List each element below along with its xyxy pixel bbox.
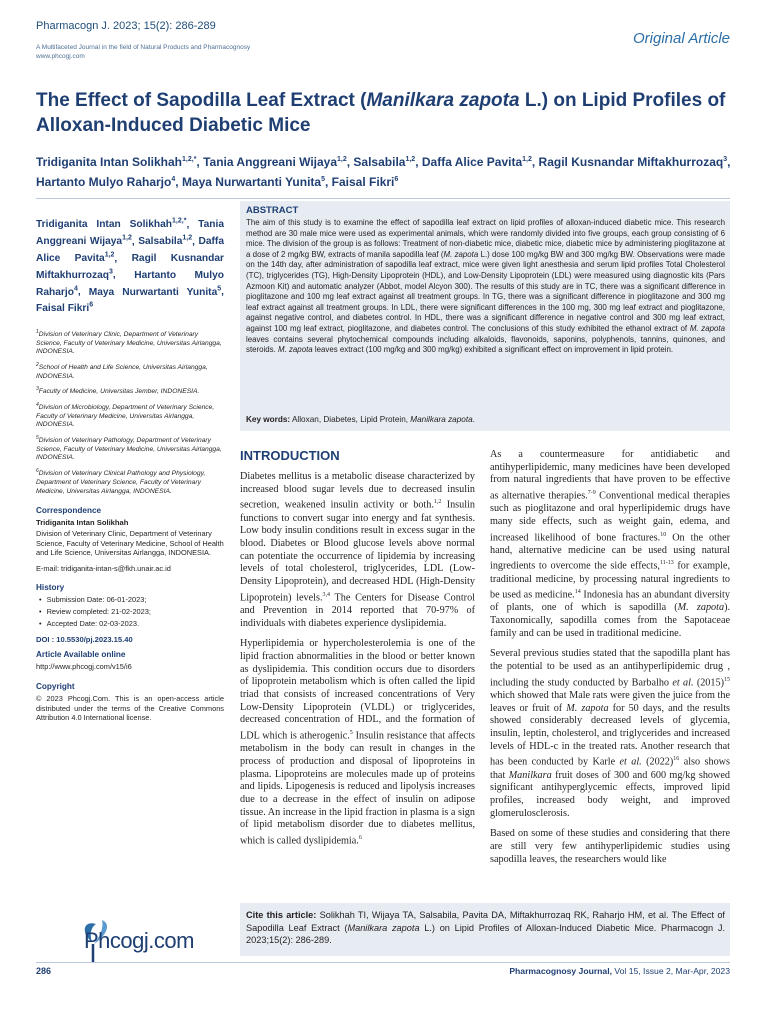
history-accepted: • Accepted Date: 02-03-2023. <box>36 619 224 629</box>
intro-paragraph-3: As a countermeasure for antidiabetic and antihyperlipidemic, many medicines have been developed from natural ingredients that have proven to be effective as alternative therapies.$^{7-9}$ Conventional medical therapies such as pioglitazone and oral hyperlipidemic drugs have many side effects, such as weight gain, edema, and increased likelihood of bone fractures.$^{10}$ On the other hand, alternative medicine can be used using natural ingredients to overcome the side effects,$^{11-13}$ for example, traditional medicine, by processing natural ingredients to be used as medicine.$^{14}$ Indonesia has an abundant diversity of plants, one of which is sapodilla (M. zapota). Taxonomically, sapodilla comes from the Sapotaceae family and can be used in traditional medicine. <box>490 449 731 639</box>
abstract-heading: ABSTRACT <box>246 205 299 216</box>
sidebar-author: Tridiganita Intan Solikhah$^{1,2,*}$ <box>36 218 187 231</box>
history-review: • Review completed: 21-02-2023; <box>36 607 224 617</box>
header-author: Hartanto Mulyo Raharjo$^4$ <box>36 175 176 189</box>
title-species: Manilkara zapota <box>366 90 520 111</box>
affiliation: $^6$Division of Veterinary Clinical Pathology and Physiology, Department of Veterinary Science, Faculty of Veterinary Medicine, Universitas Airlangga, INDONESIA. <box>36 468 206 495</box>
affiliations <box>36 328 224 496</box>
keywords-label: Key words: <box>246 415 291 424</box>
available-online-heading: Article Available online <box>36 650 126 660</box>
header-author: Salsabila$^{1,2}$ <box>353 155 416 169</box>
affiliation: $^2$School of Health and Life Science, Universitas Airlangga, INDONESIA. <box>36 361 208 380</box>
keywords-line: Key words: Alloxan, Diabetes, Lipid Protein, Manilkara zapota. <box>246 415 475 424</box>
article-type-label: Original Article <box>633 30 730 47</box>
copyright-heading: Copyright <box>36 682 75 692</box>
header-author: Daffa Alice Pavita$^{1,2}$ <box>421 155 532 169</box>
correspondence-address: Division of Veterinary Clinic, Department of Veterinary Science, Faculty of Veterinary Medicine, School of Health and Life Science, Universitas Airlangga, INDONESIA. <box>36 529 224 558</box>
logo-wordmark: Phcogj.com <box>84 928 194 953</box>
author-list: Tridiganita Intan Solikhah$^{1,2,*}$, Tania Anggreani Wijaya$^{1,2}$, Salsabila$^{1,2}$, Daffa Alice Pavita$^{1,2}$, Ragil Kusnandar Miftakhurrozaq$^3$, Hartanto Mulyo Raharjo$^4$, Maya Nurwartanti Yunita$^5$, Faisal Fikri$^6$ <box>36 155 731 189</box>
journal-reference: Pharmacogn J. 2023; 15(2): 286-289 <box>36 20 216 32</box>
left-sidebar <box>36 215 224 723</box>
journal-tagline: A Multifaceted Journal in the field of Natural Products and Pharmacognosy <box>36 44 251 51</box>
sidebar-author: Hartanto Mulyo Raharjo$^4$ <box>36 269 224 298</box>
affiliation: $^3$Faculty of Medicine, Universitas Jember, INDONESIA. <box>36 386 200 396</box>
intro-paragraph-5: Based on some of these studies and considering that there are still very few antihyperlipidemic studies using sapodilla leaves, the researchers would like <box>490 828 730 865</box>
header-author: Ragil Kusnandar Miftakhurrozaq$^3$ <box>538 155 728 169</box>
history-heading: History <box>36 583 65 593</box>
sidebar-author: Ragil Kusnandar Miftakhurrozaq$^3$ <box>36 252 224 281</box>
journal-website-link[interactable]: www.phcogj.com <box>36 53 85 60</box>
title-part1: The Effect of Sapodilla Leaf Extract ( <box>36 90 367 111</box>
sidebar-author: Faisal Fikri$^6$ <box>36 301 94 315</box>
body-column-right <box>490 449 730 874</box>
sidebar-author: Tania Anggreani Wijaya$^{1,2}$ <box>36 219 224 248</box>
sidebar-author: Salsabila$^{1,2}$ <box>138 234 193 248</box>
affiliation: $^5$Division of Veterinary Pathology, Department of Veterinary Science, Faculty of Veterinary Medicine, Universitas Airlangga, INDONESIA. <box>36 435 222 462</box>
title-part2: L.) on Lipid Profiles of Alloxan-Induced Diabetic Mice <box>36 90 726 136</box>
footer-divider <box>36 962 730 963</box>
history-list <box>36 595 224 629</box>
introduction-heading: INTRODUCTION <box>240 448 340 463</box>
sidebar-author-list: Tridiganita Intan Solikhah$^{1,2,*}$, Tania Anggreani Wijaya$^{1,2}$, Salsabila$^{1,2}$, Daffa Alice Pavita$^{1,2}$, Ragil Kusnandar Miftakhurrozaq$^3$, Hartanto Mulyo Raharjo$^4$, Maya Nurwartanti Yunita$^5$, Faisal Fikri$^6$ <box>36 218 224 315</box>
page-number: 286 <box>36 966 52 976</box>
intro-paragraph-4: Several previous studies stated that the sapodilla plant has the potential to be used as an antihyperlipidemic drug , including the study conducted by Barbalho et al. $(2015)^{15}$ which showed that Male rats were given the juice from the leaves or fruit of M. zapota for 50 days, and the results showed considerably decreased levels of glycemia, insulin, leptin, cholesterol, and triglycerides and increased levels of HDL-c in the treated rats. Another research that has been conducted by Karle et al. $(2022)^{16}$ also shows that Manilkara fruit doses of 300 and 600 mg/kg showed significant antihyperglycemic effects, improved lipid profiles, increased body weight, and improved glomerulosclerosis. <box>490 648 731 819</box>
affiliation: $^4$Division of Microbiology, Department of Veterinary Science, Faculty of Veterinary Medicine, Universitas Airlangga, INDONESIA. <box>36 402 215 429</box>
sidebar-author: Maya Nurwartanti Yunita$^5$ <box>88 285 222 298</box>
header-author: Tridiganita Intan Solikhah$^{1,2,*}$ <box>36 155 197 169</box>
header-author: Tania Anggreani Wijaya$^{1,2}$ <box>203 155 347 169</box>
header-divider <box>36 198 730 199</box>
paper-title <box>36 88 736 138</box>
header-author: Faisal Fikri$^6$ <box>331 175 399 189</box>
history-submission: • Submission Date: 06-01-2023; <box>36 595 224 605</box>
cite-text: Cite this article: Solikhah TI, Wijaya TA, Salsabila, Pavita DA, Miftakhurrozaq RK, Raharjo HM, et al. The Effect of Sapodilla Leaf Extract (Manilkara zapota L.) on Lipid Profiles of Alloxan-Induced Diabetic Mice. Pharmacogn J. 2023;15(2): 286-289. <box>246 910 725 946</box>
copyright-text: © 2023 Phcogj.Com. This is an open-access article distributed under the terms of the Creative Commons Attribution 4.0 International license. <box>36 694 224 723</box>
affiliation: $^1$Division of Veterinary Clinic, Department of Veterinary Science, Faculty of Veterinary Medicine, Universitas Airlangga, INDONESIA. <box>36 328 222 356</box>
intro-paragraph-1: Diabetes mellitus is a metabolic disease characterized by increased blood sugar levels due to decreased insulin secretion, weakened insulin activity or both.$^{1,2}$ Insulin functions to convert sugar into energy and fat synthesis. Low body insulin conditions result in excess sugar in the blood. Diabetes or Blood glucose levels above normal can potentiate the occurrence of lipidemia by increasing levels of total cholesterol, triglycerides, LDL (Low-Density Lipoprotein), and decreased HDL (High-Density Lipoprotein) levels.$^{3,4}$ The Centers for Disease Control and Prevention in 2014 reported that 70-97% of individuals with diabetes experience dyslipidemia. <box>240 471 475 629</box>
intro-paragraph-2: Hyperlipidemia or hypercholesterolemia is one of the lipid fraction abnormalities in the blood or better known as dyslipidemia. This condition occurs due to disorders of lipoprotein metabolism which is often called the lipid triad that consists of increased concentrations of Very Low-Density Lipoprotein (VLDL) or triglycerides, decreased concentration of HDL, and the formation of LDL which is atherogenic.$^5$ Insulin resistance that affects metabolism in the body can result in changes in the process of production and disposal of lipoproteins in plasma. Lipoproteins are molecules made up of proteins and lipids. Lipogenesis is reduced and lipolysis increases due to a decrease in the effect of insulin on adipose tissue. An increase in the lipid fraction in plasma is a sign of lipid metabolism disorder due to diabetes mellitus, which is called dyslipidemia.$^6$ <box>240 638 475 847</box>
footer-journal-info: Pharmacognosy Journal, Vol 15, Issue 2, Mar-Apr, 2023 <box>509 966 730 976</box>
abstract-text: The aim of this study is to examine the effect of sapodilla leaf extract on lipid profiles of alloxan-induced diabetic mice. This research method are 30 male mice were used as experimental animals, which were randomly divided into five groups, each group consisting of 6 mice. The division of the group is as follows: Treatment of non-diabetic mice, diabetic mice, diabetic mice by administering pioglitazone at a dose of 2 mg/kg BW, extracts of manila sapodilla leaf (M. zapota L.) dose 100 mg/kg BW and 300 mg/kg BW. Observations were made on the 14th day, after administration of sapodilla leaf extract, mice were given light anesthesia and serum lipid profiles Total Cholesterol (TC), triglycerides (TG), High-Density Lipoprotein (HDL), and Low-Density Lipoprotein (LDL) were measured using diagnostic kits (Pars Azmoon Kit) and automatic analyzer (Abbot, model Alcyon 300). The results of this study are in TC, there was a significant difference in pioglitazone and 100 mg leaf extract against all treatment groups. In TG, there was a significant difference in pioglitazone and 300 mg leaf extract against all treatment groups. In LDL, there were significant differences in the 100 mg, 300 mg leaf extract and pioglitazone, against negative control, and diabetes control. In HDL, there was a significant difference in negative control and 300 mg leaf extract, against 100 mg leaf extract, pioglitazone, and diabetes control. The conclusions of this study exhibited the ethanol extract of M. zapota leaves contains several phytochemical compounds including alkaloids, flavonoids, saponins, polyphenols, tannins, quinones, and steroids. M. zapota leaves extract (100 mg/kg and 300 mg/kg) exhibited a significant effect on improvement in lipid protein. <box>246 218 725 355</box>
body-column-middle <box>240 471 475 856</box>
correspondence-name: Tridiganita Intan Solikhah <box>36 518 129 528</box>
sidebar-author: Daffa Alice Pavita$^{1,2}$ <box>36 236 224 264</box>
correspondence-heading: Correspondence <box>36 506 102 516</box>
correspondence-email[interactable]: E-mail: tridiganita-intan-s@fkh.unair.ac.id <box>36 563 171 573</box>
available-online-link[interactable]: http://www.phcogj.com/v15/i6 <box>36 662 132 672</box>
doi-link[interactable]: DOI : 10.5530/pj.2023.15.40 <box>36 635 133 645</box>
header-author: Maya Nurwartanti Yunita$^5$ <box>181 175 325 189</box>
cite-label: Cite this article: <box>246 910 317 920</box>
